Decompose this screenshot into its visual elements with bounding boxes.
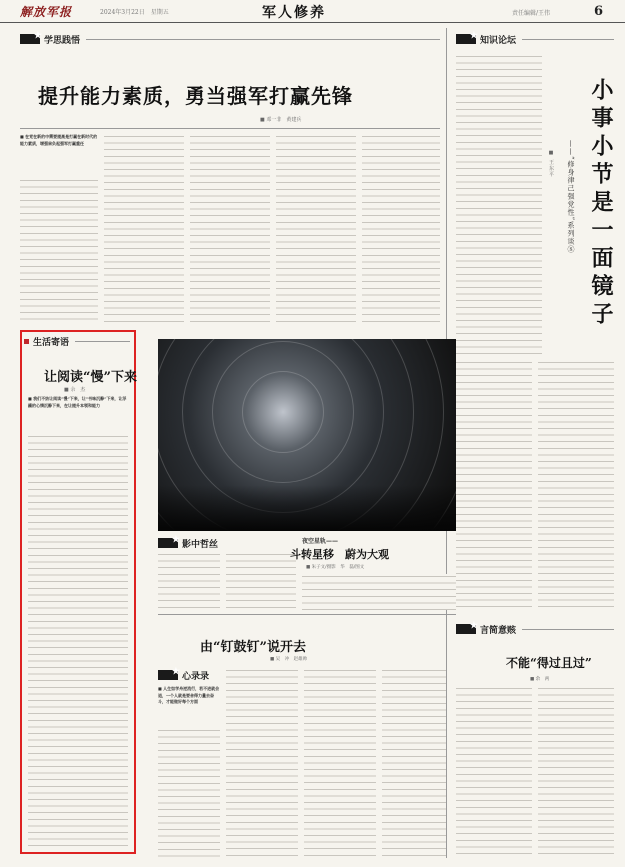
editor-credit: 责任编辑/王伟 [512,10,551,17]
section-title: 军人修养 [262,5,326,21]
forum-body-col2 [456,360,532,610]
forum-subtitle: ——“修身律己强党性”系列谈⑧ [567,140,575,254]
article-body-col3 [190,134,270,324]
photo-credit: ■ 朱子文/摄影 华 磊/图文 [306,565,365,570]
article-body-col5 [362,134,440,324]
square-icon [24,339,29,344]
article-body-col1 [20,178,98,324]
forum-author: ■ 王东平 [548,150,554,178]
issue-date: 2024年3月22日 星期五 [100,9,169,16]
essay-title: 让阅读“慢”下来 [44,370,137,385]
photo-column-label: ★ 影中哲丝 [158,536,268,550]
column-article-author: ■ 吴 冲 赵雄帅 [270,657,308,662]
essay-author: ■ 余 杰 [64,387,86,393]
section-label-zhishi: ★ 知识论坛 [456,32,614,46]
star-icon [456,624,476,634]
star-icon [20,34,40,44]
forum-vertical-title: 小事小节是一面镜子 [588,78,614,330]
photo-title-tag: 夜空星轨—— [302,538,339,545]
essay-body [28,434,128,848]
xinlu-lead: ■ 人生如学舟逆流行，若不进就会退，一个人就是要舍得力量去奋斗，才能做好每个方面 [158,686,220,705]
section-label-xuesi: ★ 学思践悟 [20,32,440,46]
column-article-title: 由“钉鼓钉”说开去 [200,640,306,655]
section-label-xinlu: ★ 心录录 [158,668,238,682]
article-lead: ■ 在党在新的中需要提高是打赢在新时代的能力素质，增强肩负起强军打赢重任 [20,134,98,146]
article-author: ■ 邓一非 黄建兵 [260,117,302,123]
essay-lead: ■ 我们不妨让阅读“慢”下来，让“书味沉静”下来，让浮躁的心情沉静下来，在让提升本领和能力 [28,396,127,408]
article-headline: 提升能力素质，勇当强军打赢先锋 [38,84,353,108]
brief-title: 不能“得过且过” [506,656,592,670]
photo-title: 斗转星移 蔚为大观 [290,548,389,561]
section-label-shenghuo: 生活寄语 [24,334,130,348]
star-trail-photo [158,339,456,531]
star-icon [158,538,178,548]
newspaper-logo: 解放军报 [20,5,73,19]
forum-body-col1 [456,54,542,354]
article-body-col2 [104,134,184,324]
brief-author: ■ 余 两 [530,677,550,682]
star-icon [456,34,476,44]
star-icon [158,670,178,680]
page-number: 6 [594,4,604,19]
article-body-col4 [276,134,356,324]
section-label-yanwai: ★ 言简意赅 [456,622,614,636]
forum-body-col3 [538,360,614,610]
